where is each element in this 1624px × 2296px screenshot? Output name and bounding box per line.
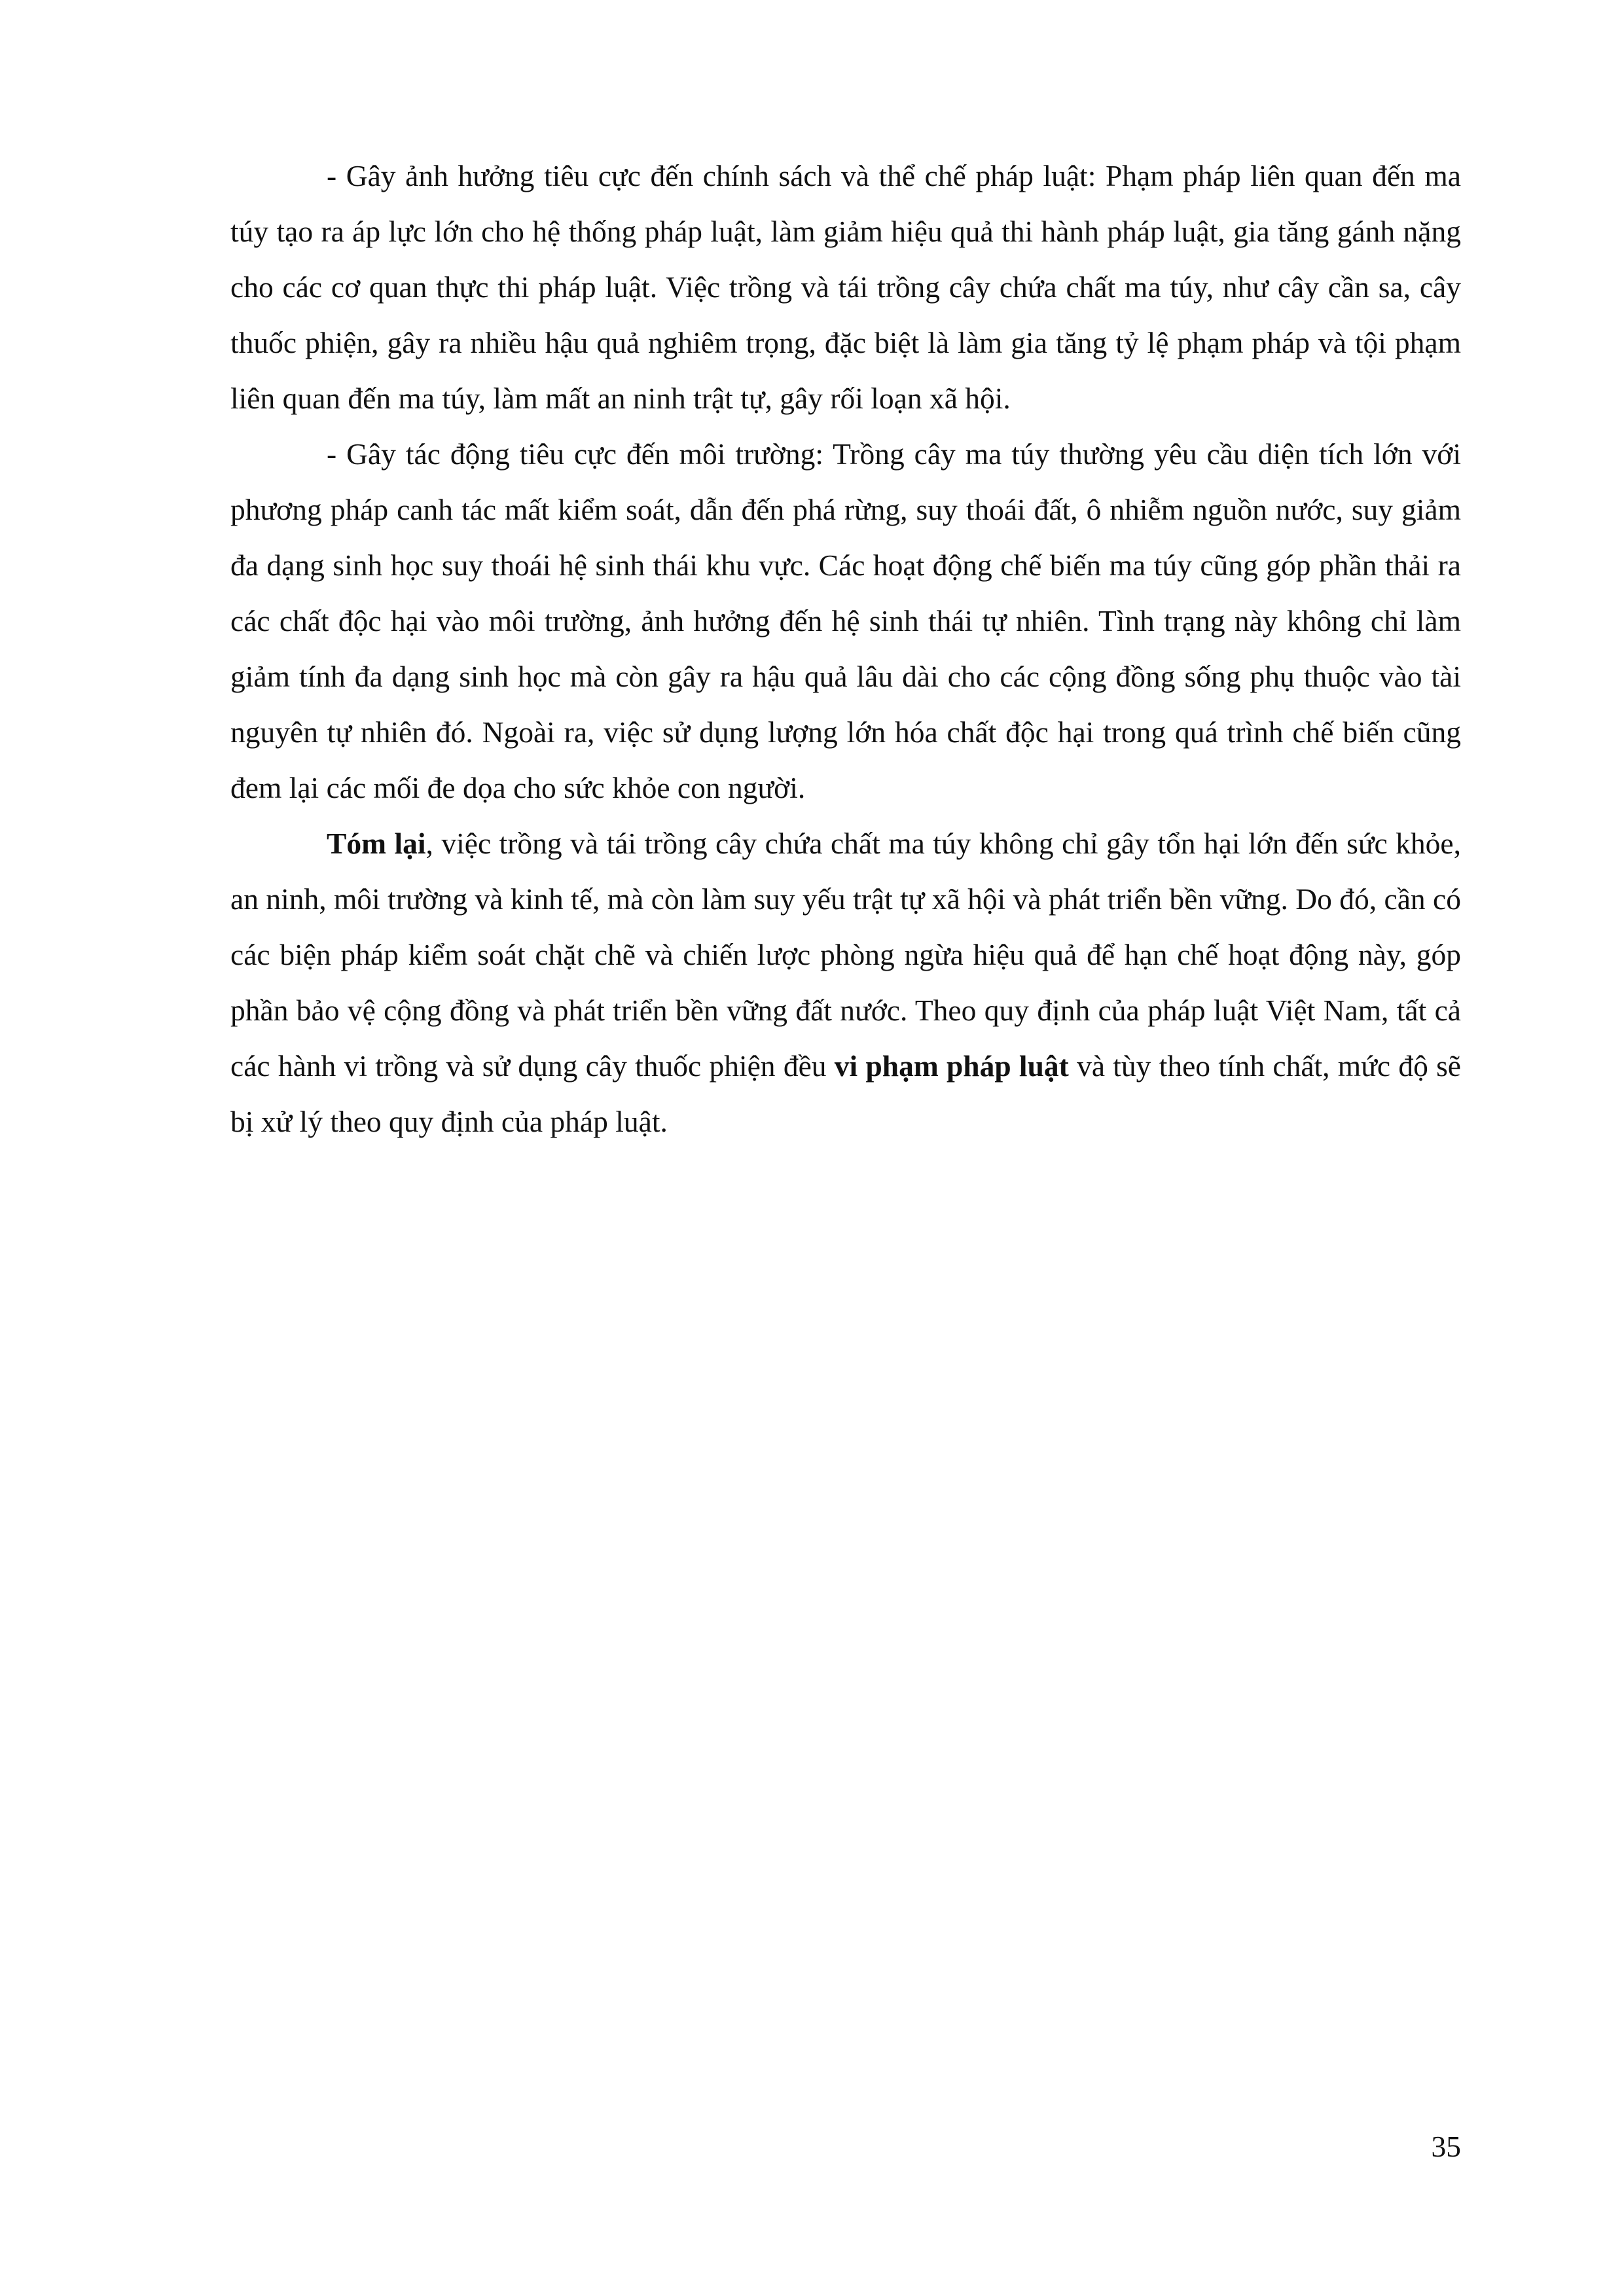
conclusion-lead: Tóm lại bbox=[327, 827, 426, 860]
paragraph-environmental-impact: - Gây tác động tiêu cực đến môi trường: Trồng cây ma túy thường yêu cầu diện tích lớn với phương pháp canh tác mất kiểm soát, dẫn đến phá rừng, suy thoái đất, ô nhiễm nguồn nước, suy giảm đa dạng sinh học suy thoái hệ sinh thái khu vực. Các hoạt động chế biến ma túy cũng góp phần thải ra các chất độc hại vào môi trường, ảnh hưởng đến hệ sinh thái tự nhiên. Tình trạng này không chỉ làm giảm tính đa dạng sinh học mà còn gây ra hậu quả lâu dài cho các cộng đồng sống phụ thuộc vào tài nguyên tự nhiên đó. Ngoài ra, việc sử dụng lượng lớn hóa chất độc hại trong quá trình chế biến cũng đem lại các mối đe dọa cho sức khỏe con người. bbox=[230, 437, 1461, 804]
conclusion-emphasis: vi phạm pháp luật bbox=[834, 1049, 1069, 1083]
conclusion-text-1: , việc trồng và tái trồng cây chứa chất ma túy không chỉ gây tổn hại lớn đến sức khỏe, an ninh, môi trường và kinh tế, mà còn làm suy yếu trật tự xã hội và phát triển bền vững. Do đó, cần có các biện pháp kiểm soát chặt chẽ và chiến lược phòng ngừa hiệu quả để hạn chế hoạt động này, góp phần bảo vệ cộng đồng và phát triển bền vững đất nước. Theo quy định của pháp luật Việt Nam, tất cả các hành vi trồng và sử dụng cây thuốc phiện đều bbox=[230, 827, 1461, 1083]
document-body bbox=[230, 148, 1461, 1149]
page-number: 35 bbox=[1431, 2130, 1461, 2163]
paragraph-legal-impact: - Gây ảnh hưởng tiêu cực đến chính sách và thể chế pháp luật: Phạm pháp liên quan đến ma túy tạo ra áp lực lớn cho hệ thống pháp luật, làm giảm hiệu quả thi hành pháp luật, gia tăng gánh nặng cho các cơ quan thực thi pháp luật. Việc trồng và tái trồng cây chứa chất ma túy, như cây cần sa, cây thuốc phiện, gây ra nhiều hậu quả nghiêm trọng, đặc biệt là làm gia tăng tỷ lệ phạm pháp và tội phạm liên quan đến ma túy, làm mất an ninh trật tự, gây rối loạn xã hội. bbox=[230, 159, 1461, 415]
conclusion-text-2: và tùy theo tính chất, mức độ sẽ bị xử lý theo quy định của pháp luật. bbox=[230, 1049, 1461, 1138]
paragraph-conclusion bbox=[230, 816, 1461, 1149]
